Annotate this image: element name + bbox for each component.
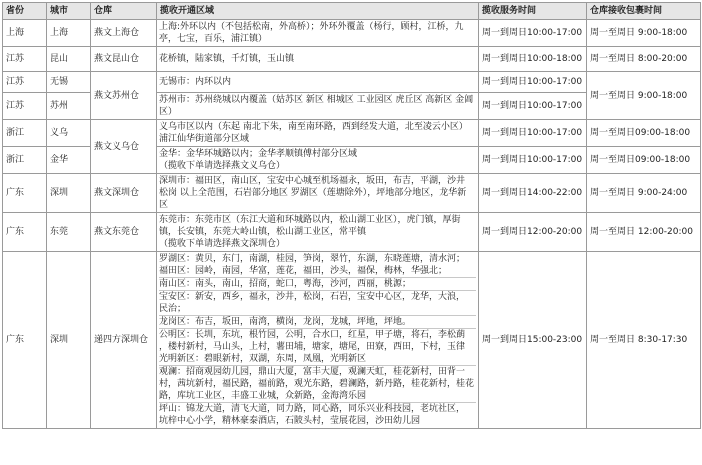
warehouse-cell: 燕文昆山仓 [91, 47, 157, 72]
service-time-cell: 周一到周日10:00-18:00 [479, 47, 587, 72]
province-cell: 广东 [3, 252, 47, 429]
table-row [3, 20, 701, 47]
receive-time-cell: 周一至周日 9:00-24:00 [587, 174, 701, 213]
area-line: 区） [159, 107, 178, 117]
table-row [3, 72, 701, 93]
province-cell: 浙江 [3, 147, 47, 174]
district-block [159, 315, 476, 328]
warehouse-cell: 燕文上海仓 [91, 20, 157, 47]
area-line: 镇，长安镇，东莞大岭山镇，松山湖工业区，常平镇 [159, 227, 367, 237]
city-cell: 上海 [47, 20, 91, 47]
warehouse-cell: 递四方深圳仓 [91, 252, 157, 429]
receive-time-cell: 周一至周日09:00-18:00 [587, 120, 701, 147]
city-cell: 义乌 [47, 120, 91, 147]
area-line: 路，库坑工业区，丰盛工业城，众新路，金海湾乐园 [159, 391, 367, 401]
pickup-area-cell [157, 47, 479, 72]
area-line: 浦江仙华街道部分区域 [159, 134, 250, 144]
service-time-cell: 周一到周日10:00-17:00 [479, 120, 587, 147]
province-cell: 江苏 [3, 72, 47, 93]
province-cell: 江苏 [3, 47, 47, 72]
area-line: 亭，七宝，百乐，浦江镇） [159, 34, 268, 44]
area-line: 南山区：南头，南山，招商，蛇口，粤海，沙河，西丽，桃源； [159, 279, 412, 289]
area-line: 坑梓中心小学，精林豪泰酒店，石陂头村，莹展花园，沙田幼儿园 [159, 416, 421, 426]
area-line: ，楼村新村，马山头，上村，薯田埔，塘家，塘尾，田寮，西田，下村，玉律 [159, 342, 466, 352]
area-line: 龙岗区：布吉，坂田，南湾，横岗，龙岗，龙城，坪地，坪地。 [159, 317, 412, 327]
pickup-coverage-table [2, 2, 701, 429]
receive-time-cell: 周一至周日 8:30-17:30 [587, 252, 701, 429]
service-time-cell: 周一到周日10:00-17:00 [479, 72, 587, 93]
area-line: 公明区：长圳，东坑，根竹园，公明，合水口，红星，甲子塘，将石，李松蓢 [159, 330, 466, 340]
district-block [159, 277, 476, 290]
service-time-cell: 周一到周日15:00-23:00 [479, 252, 587, 429]
city-cell: 苏州 [47, 93, 91, 120]
service-time-cell: 周一到周日10:00-17:00 [479, 20, 587, 47]
warehouse-cell: 燕文深圳仓 [91, 174, 157, 213]
area-line: 花桥镇，陆家镇，千灯镇，玉山镇 [159, 54, 295, 64]
pickup-area-cell [157, 120, 479, 147]
area-line: 义乌市区以内（东起 南北下朱，南至南环路，西到经发大道，北至凌云小区） [159, 122, 468, 132]
area-line: 坪山：锦龙大道，清飞大道，同力路，同心路，同乐兴业科技园，老坑社区， [159, 404, 466, 414]
table-row [3, 213, 701, 252]
city-cell: 昆山 [47, 47, 91, 72]
warehouse-cell: 燕文苏州仓 [91, 72, 157, 120]
receive-time-cell: 周一至周日09:00-18:00 [587, 147, 701, 174]
service-time-cell: 周一到周日14:00-22:00 [479, 174, 587, 213]
area-line: 罗湖区：黄贝，东门，南湖，桂园，笋岗，翠竹，东湖，东晓莲塘，清水河； [159, 254, 466, 264]
header-row [3, 3, 701, 20]
area-line: 苏州市：苏州绕城以内覆盖（姑苏区 新区 相城区 工业园区 虎丘区 高新区 金阊 [159, 95, 474, 105]
header-pickup-area: 揽收开通区域 [157, 3, 479, 20]
province-cell: 上海 [3, 20, 47, 47]
city-cell: 无锡 [47, 72, 91, 93]
receive-time-cell: 周一至周日 8:00-20:00 [587, 47, 701, 72]
header-receive-time: 仓库接收包裹时间 [587, 3, 701, 20]
district-block [159, 253, 476, 277]
pickup-area-cell [157, 213, 479, 252]
area-line: （揽收下单请选择燕文义乌仓） [159, 161, 286, 171]
pickup-area-cell [157, 252, 479, 429]
area-line: 民治； [159, 304, 187, 314]
receive-time-cell: 周一至周日 12:00-20:00 [587, 213, 701, 252]
province-cell: 浙江 [3, 120, 47, 147]
receive-time-cell: 周一至周日 9:00-18:00 [587, 72, 701, 120]
pickup-area-cell [157, 93, 479, 120]
city-cell: 深圳 [47, 174, 91, 213]
pickup-area-cell [157, 20, 479, 47]
area-line: 无锡市：内环以内 [159, 77, 232, 87]
pickup-area-cell [157, 174, 479, 213]
warehouse-cell: 燕文义乌仓 [91, 120, 157, 174]
area-line: 深圳市：福田区，南山区，宝安中心城至机场福永，坂田，布吉，平湖，沙井 [159, 176, 466, 186]
city-cell: 深圳 [47, 252, 91, 429]
area-line: 村，茜坑新村，福民路，福前路，观光东路，碧澜路，新丹路，桂花新村，桂花 [159, 379, 475, 389]
city-cell: 东莞 [47, 213, 91, 252]
service-time-cell: 周一到周日10:00-17:00 [479, 93, 587, 120]
header-province: 省份 [3, 3, 47, 20]
table-row [3, 120, 701, 147]
header-city: 城市 [47, 3, 91, 20]
table-row [3, 252, 701, 429]
service-time-cell: 周一到周日12:00-20:00 [479, 213, 587, 252]
header-warehouse: 仓库 [91, 3, 157, 20]
warehouse-cell: 燕文东莞仓 [91, 213, 157, 252]
pickup-area-cell [157, 147, 479, 174]
district-block [159, 402, 476, 427]
area-line: 宝安区：新安，西乡，福永，沙井，松岗，石岩，宝安中心区，龙华，大浪， [159, 292, 466, 302]
area-line: 东莞市：东莞市区（东江大道和环城路以内，松山湖工业区），虎门镇，厚街 [159, 215, 461, 225]
province-cell: 广东 [3, 174, 47, 213]
area-line: 区 [159, 200, 169, 210]
area-line: 松岗 以上全范围，石岩部分地区 罗湖区（莲塘除外），坪地部分地区，龙华新 [159, 188, 467, 198]
area-line: 福田区：园岭，南园，华富，莲花，福田，沙头，福保，梅林，华强北； [159, 266, 448, 276]
table-row [3, 47, 701, 72]
receive-time-cell: 周一至周日 9:00-18:00 [587, 20, 701, 47]
district-block [159, 365, 476, 402]
table-row [3, 174, 701, 213]
district-block [159, 290, 476, 315]
header-service-time: 揽收服务时间 [479, 3, 587, 20]
district-block [159, 328, 476, 365]
area-line: 金华：金华环城路以内；金华孝顺镇傅村部分区域 [159, 149, 358, 159]
service-time-cell: 周一到周日10:00-17:00 [479, 147, 587, 174]
area-line: 光明新区：碧眼新村，双湖，东周，凤凰，光明新区 [159, 354, 367, 364]
area-line: （揽收下单请选择燕文深圳仓） [159, 239, 286, 249]
province-cell: 江苏 [3, 93, 47, 120]
area-line: 上海:外环以内（不包括松南，外高桥）；外环外覆盖（杨行，顾村，江桥，九 [159, 22, 464, 32]
province-cell: 广东 [3, 213, 47, 252]
city-cell: 金华 [47, 147, 91, 174]
area-line: 观澜：招商观园幼儿园，鼎山大厦，富丰大厦，观澜天虹，桂花新村，田背一 [159, 367, 466, 377]
pickup-area-cell [157, 72, 479, 93]
